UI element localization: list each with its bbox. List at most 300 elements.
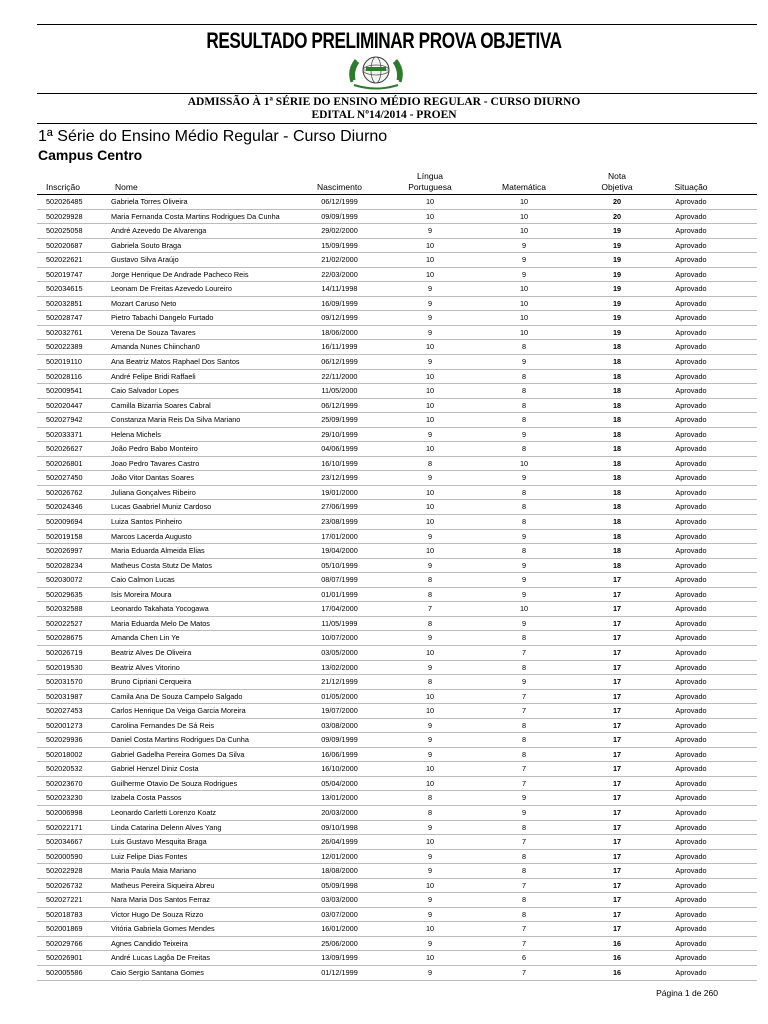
cell-inscricao: 502022171 [46,822,83,832]
cell-nome: Amanda Chen Lin Ye [111,633,180,643]
cell-lingua: 9 [427,851,433,861]
cell-matematica: 7 [521,880,527,890]
cell-nascimento: 22/03/2000 [321,269,358,279]
cell-nome: Victor Hugo De Souza Rizzo [111,909,204,919]
table-row [37,239,757,254]
table-row [37,937,757,952]
cell-nascimento: 04/06/1999 [321,444,358,454]
table-row [37,675,757,690]
cell-lingua: 9 [427,560,433,570]
cell-inscricao: 502034615 [46,284,83,294]
cell-situacao: Aprovado [675,575,707,585]
cell-situacao: Aprovado [675,677,707,687]
cell-nota: 20 [612,197,622,206]
cell-inscricao: 502028675 [46,633,83,643]
cell-matematica: 7 [521,764,527,774]
cell-lingua: 9 [427,473,433,483]
cell-nota: 19 [612,255,622,265]
cell-nome: Maria Paula Maia Mariano [111,866,197,876]
cell-situacao: Aprovado [675,604,707,614]
col-inscricao: Inscrição [46,182,81,192]
cell-nascimento: 20/03/2000 [321,807,358,817]
cell-nota: 17 [612,924,622,934]
cell-nome: Lucas Gaabriel Muniz Cardoso [111,502,212,512]
cell-nota: 17 [612,647,622,657]
top-rule [37,24,757,25]
cell-inscricao: 502029635 [46,589,83,599]
cell-nascimento: 03/08/2000 [321,720,358,730]
cell-nota: 17 [612,735,622,745]
cell-nome: Izabela Costa Passos [111,793,182,803]
cell-nascimento: 15/09/1999 [321,240,358,250]
cell-lingua: 9 [427,909,433,919]
cell-lingua: 10 [425,255,435,265]
table-row [37,224,757,239]
cell-lingua: 9 [427,866,433,876]
cell-nota: 19 [612,269,622,279]
cell-nota: 19 [612,240,622,250]
cell-nome: Linda Catarina Delenn Alves Yang [111,822,222,832]
cell-situacao: Aprovado [675,255,707,265]
cell-nota: 19 [612,327,622,337]
page-title: RESULTADO PRELIMINAR PROVA OBJETIVA [206,28,562,53]
cell-nascimento: 10/07/2000 [321,633,358,643]
cell-matematica: 8 [521,749,527,759]
table-row [37,195,757,210]
cell-nota: 17 [612,851,622,861]
cell-nota: 17 [612,909,622,919]
cell-matematica: 8 [521,895,527,905]
cell-matematica: 8 [521,735,527,745]
cell-lingua: 9 [427,938,433,948]
cell-matematica: 8 [521,386,527,396]
cell-nota: 17 [612,822,622,832]
cell-situacao: Aprovado [675,691,707,701]
cell-situacao: Aprovado [675,822,707,832]
cell-inscricao: 502028747 [46,313,83,323]
cell-situacao: Aprovado [675,735,707,745]
cell-inscricao: 502027453 [46,706,83,716]
cell-nota: 18 [612,444,622,454]
cell-lingua: 9 [427,531,433,541]
cell-lingua: 10 [425,924,435,934]
cell-matematica: 10 [519,298,529,308]
table-row [37,748,757,763]
cell-inscricao: 502022928 [46,866,83,876]
cell-nascimento: 05/09/1998 [321,880,358,890]
cell-nascimento: 09/12/1999 [321,313,358,323]
cell-nome: André Azevedo De Alvarenga [111,226,207,236]
cell-nascimento: 27/06/1999 [321,502,358,512]
cell-inscricao: 502020447 [46,400,83,410]
col-situacao: Situação [674,182,708,192]
cell-inscricao: 502026901 [46,953,83,963]
cell-matematica: 10 [519,458,529,468]
cell-situacao: Aprovado [675,895,707,905]
cell-nome: Joao Pedro Tavares Castro [111,458,200,468]
cell-nome: Gabriela Torres Oliveira [111,197,188,206]
cell-lingua: 9 [427,749,433,759]
cell-nascimento: 01/12/1999 [321,967,358,977]
cell-situacao: Aprovado [675,967,707,977]
cell-nota: 16 [612,967,622,977]
cell-matematica: 8 [521,400,527,410]
cell-nota: 17 [612,880,622,890]
cell-nota: 17 [612,764,622,774]
cell-nota: 17 [612,691,622,701]
cell-inscricao: 502019158 [46,531,83,541]
cell-nome: Bruno Cipriani Cerqueira [111,677,192,687]
cell-matematica: 7 [521,837,527,847]
cell-nome: Gabriel Henzel Diniz Costa [111,764,199,774]
header-rule-bottom [37,123,757,124]
cell-lingua: 10 [425,502,435,512]
cell-situacao: Aprovado [675,618,707,628]
table-row [37,966,757,981]
table-row [37,602,757,617]
cell-nota: 17 [612,749,622,759]
cell-situacao: Aprovado [675,327,707,337]
cell-nota: 17 [612,589,622,599]
cell-inscricao: 502019747 [46,269,83,279]
cell-lingua: 10 [425,211,435,221]
cell-nota: 16 [612,953,622,963]
cell-nome: Luis Gustavo Mesquita Braga [111,837,207,847]
table-row [37,617,757,632]
cell-nota: 17 [612,575,622,585]
cell-matematica: 10 [519,226,529,236]
cell-lingua: 10 [425,778,435,788]
cell-inscricao: 502023230 [46,793,83,803]
cell-nota: 18 [612,357,622,367]
col-lingua [398,171,462,193]
cell-inscricao: 502033371 [46,429,83,439]
cell-matematica: 8 [521,851,527,861]
cell-nascimento: 22/11/2000 [321,371,358,381]
table-row [37,806,757,821]
cell-lingua: 10 [425,240,435,250]
cell-inscricao: 502022389 [46,342,83,352]
col-nota [585,171,649,193]
cell-matematica: 8 [521,487,527,497]
cell-inscricao: 502026627 [46,444,83,454]
cell-nota: 18 [612,342,622,352]
cell-inscricao: 502029928 [46,211,83,221]
cell-nota: 18 [612,531,622,541]
table-row [37,893,757,908]
cell-nascimento: 26/04/1999 [321,837,358,847]
table-row [37,661,757,676]
cell-matematica: 9 [521,807,527,817]
cell-nome: Agnes Candido Teixeira [111,938,188,948]
cell-situacao: Aprovado [675,953,707,963]
cell-nome: Caio Salvador Lopes [111,386,179,396]
cell-nome: Marcos Lacerda Augusto [111,531,192,541]
cell-matematica: 8 [521,822,527,832]
cell-inscricao: 502019110 [46,357,82,367]
cell-nascimento: 29/10/1999 [321,429,358,439]
table-row [37,850,757,865]
cell-nome: Camila Ana De Souza Campelo Salgado [111,691,243,701]
cell-matematica: 10 [519,604,529,614]
table-row [37,340,757,355]
cell-matematica: 7 [521,706,527,716]
cell-nascimento: 13/01/2000 [321,793,358,803]
cell-nascimento: 25/06/2000 [321,938,358,948]
cell-nota: 18 [612,429,622,439]
cell-lingua: 9 [427,357,433,367]
cell-situacao: Aprovado [675,837,707,847]
cell-situacao: Aprovado [675,342,707,352]
cell-nota: 17 [612,793,622,803]
cell-inscricao: 502024346 [46,502,83,512]
cell-nome: Beatriz Alves De Oliveira [111,647,192,657]
cell-lingua: 10 [425,517,435,527]
cell-situacao: Aprovado [675,589,707,599]
cell-nascimento: 23/12/1999 [321,473,358,483]
table-row [37,515,757,530]
table-row [37,355,757,370]
cell-situacao: Aprovado [675,807,707,817]
campus-title: Campus Centro [38,147,143,163]
cell-matematica: 9 [521,618,527,628]
cell-lingua: 9 [427,720,433,730]
cell-inscricao: 502029766 [46,938,83,948]
table-row [37,384,757,399]
cell-lingua: 10 [425,691,435,701]
cell-nascimento: 11/05/2000 [321,386,358,396]
cell-matematica: 8 [521,546,527,556]
cell-situacao: Aprovado [675,429,707,439]
cell-nascimento: 19/01/2000 [321,487,358,497]
table-row [37,646,757,661]
cell-lingua: 10 [425,371,435,381]
cell-nota: 18 [612,473,622,483]
cell-nota: 18 [612,502,622,512]
cell-nota: 18 [612,546,622,556]
cell-nascimento: 16/11/1999 [321,342,358,352]
cell-matematica: 8 [521,502,527,512]
cell-matematica: 9 [521,560,527,570]
cell-nome: Carlos Henrique Da Veiga Garcia Moreira [111,706,246,716]
cell-inscricao: 502026485 [46,197,83,206]
cell-matematica: 8 [521,371,527,381]
cell-situacao: Aprovado [675,226,707,236]
cell-nome: Caio Calmon Lucas [111,575,175,585]
table-row [37,631,757,646]
cell-inscricao: 502022621 [46,255,83,265]
cell-nota: 20 [612,211,622,221]
cell-nascimento: 19/07/2000 [321,706,358,716]
cell-lingua: 10 [425,706,435,716]
cell-lingua: 8 [427,677,433,687]
cell-nascimento: 29/02/2000 [321,226,358,236]
cell-lingua: 9 [427,298,433,308]
cell-nascimento: 03/05/2000 [321,647,358,657]
cell-situacao: Aprovado [675,633,707,643]
table-row [37,821,757,836]
cell-nota: 17 [612,895,622,905]
table-row [37,268,757,283]
cell-situacao: Aprovado [675,400,707,410]
cell-nome: Nara Maria Dos Santos Ferraz [111,895,210,905]
cell-lingua: 10 [425,386,435,396]
cell-nome: Gabriela Souto Braga [111,240,182,250]
table-row [37,777,757,792]
table-row [37,311,757,326]
cell-nascimento: 16/01/2000 [321,924,358,934]
cell-nascimento: 17/04/2000 [321,604,358,614]
cell-matematica: 9 [521,575,527,585]
cell-matematica: 7 [521,967,527,977]
cell-inscricao: 502034667 [46,837,83,847]
cell-matematica: 9 [521,473,527,483]
cell-nascimento: 18/06/2000 [321,327,358,337]
table-row [37,908,757,923]
cell-nota: 18 [612,415,622,425]
cell-nota: 18 [612,458,622,468]
course-title: 1ª Série do Ensino Médio Regular - Curso Diurno [38,128,388,145]
cell-nome: Mozart Caruso Neto [111,298,177,308]
cell-lingua: 9 [427,735,433,745]
cell-inscricao: 502009694 [46,517,83,527]
table-row [37,500,757,515]
cell-nota: 19 [612,313,622,323]
cell-lingua: 9 [427,822,433,832]
cell-situacao: Aprovado [675,458,707,468]
cell-situacao: Aprovado [675,197,707,206]
cell-matematica: 9 [521,269,527,279]
cell-nome: Amanda Nunes Chiinchan0 [111,342,200,352]
table-row [37,864,757,879]
table-row [37,210,757,225]
cell-nota: 18 [612,517,622,527]
cell-lingua: 9 [427,327,433,337]
cell-inscricao: 502032588 [46,604,83,614]
cell-matematica: 9 [521,531,527,541]
cell-inscricao: 502026719 [46,647,83,657]
cell-lingua: 9 [427,662,433,672]
cell-inscricao: 502029936 [46,735,83,745]
cell-situacao: Aprovado [675,706,707,716]
cell-inscricao: 502001273 [46,720,83,730]
table-row [37,399,757,414]
cell-nome: Matheus Costa Stutz De Matos [111,560,212,570]
cell-matematica: 8 [521,866,527,876]
cell-nota: 17 [612,706,622,716]
table-row [37,370,757,385]
cell-situacao: Aprovado [675,357,707,367]
table-row [37,733,757,748]
cell-nascimento: 08/07/1999 [321,575,358,585]
cell-inscricao: 502001869 [46,924,83,934]
cell-inscricao: 502028234 [46,560,83,570]
cell-nascimento: 06/12/1999 [321,400,358,410]
cell-nome: Isis Moreira Moura [111,589,172,599]
cell-situacao: Aprovado [675,444,707,454]
cell-lingua: 9 [427,313,433,323]
cell-nascimento: 05/04/2000 [321,778,358,788]
cell-situacao: Aprovado [675,240,707,250]
cell-matematica: 8 [521,444,527,454]
cell-nome: Ana Beatriz Matos Raphael Dos Santos [111,357,240,367]
cell-inscricao: 502032761 [46,327,83,337]
cell-lingua: 9 [427,284,433,294]
cell-inscricao: 502006998 [46,807,83,817]
cell-lingua: 9 [427,967,433,977]
table-row [37,690,757,705]
cell-nascimento: 17/01/2000 [321,531,358,541]
cell-inscricao: 502026762 [46,487,83,497]
admission-line: ADMISSÃO À 1ª SÉRIE DO ENSINO MÉDIO REGULAR - CURSO DIURNO [187,96,581,108]
cell-inscricao: 502027221 [46,895,83,905]
table-row [37,588,757,603]
cell-nota: 18 [612,487,622,497]
cell-nome: Luiza Santos Pinheiro [111,517,182,527]
cell-nascimento: 18/08/2000 [321,866,358,876]
cell-nota: 18 [612,371,622,381]
cell-nota: 17 [612,837,622,847]
cell-nascimento: 16/10/2000 [321,764,358,774]
cell-situacao: Aprovado [675,517,707,527]
table-row [37,326,757,341]
cell-situacao: Aprovado [675,924,707,934]
table-row [37,471,757,486]
cell-situacao: Aprovado [675,851,707,861]
cell-inscricao: 502018783 [46,909,83,919]
cell-matematica: 10 [519,313,529,323]
cell-nome: Beatriz Alves Vitorino [111,662,180,672]
cell-matematica: 7 [521,647,527,657]
cell-situacao: Aprovado [675,880,707,890]
cell-nota: 17 [612,633,622,643]
cell-nome: Vitória Gabriela Gomes Mendes [111,924,215,934]
cell-nota: 19 [612,298,622,308]
cell-matematica: 9 [521,255,527,265]
cell-nome: André Lucas Lagôa De Freitas [111,953,210,963]
cell-nome: Helena Michels [111,429,161,439]
cell-nome: Caio Sergio Santana Gomes [111,967,204,977]
cell-matematica: 9 [521,240,527,250]
cell-lingua: 9 [427,429,433,439]
cell-nascimento: 11/05/1999 [321,618,358,628]
table-row [37,879,757,894]
cell-situacao: Aprovado [675,546,707,556]
cell-nota: 17 [612,662,622,672]
cell-situacao: Aprovado [675,778,707,788]
cell-lingua: 10 [425,546,435,556]
cell-matematica: 8 [521,415,527,425]
cell-inscricao: 502031570 [46,677,83,687]
cell-nota: 17 [612,807,622,817]
cell-nascimento: 13/02/2000 [321,662,358,672]
cell-inscricao: 502000590 [46,851,83,861]
cell-lingua: 10 [425,647,435,657]
cell-nascimento: 16/06/1999 [321,749,358,759]
cell-situacao: Aprovado [675,720,707,730]
cell-nascimento: 06/12/1999 [321,197,358,206]
cell-situacao: Aprovado [675,313,707,323]
cell-lingua: 8 [427,793,433,803]
cell-inscricao: 502018002 [46,749,83,759]
cell-lingua: 10 [425,953,435,963]
cell-nascimento: 23/08/1999 [321,517,358,527]
table-row [37,791,757,806]
cell-nome: Jorge Henrique De Andrade Pacheco Reis [111,269,249,279]
cell-lingua: 8 [427,458,433,468]
col-matematica: Matemática [502,182,546,192]
cell-lingua: 10 [425,764,435,774]
